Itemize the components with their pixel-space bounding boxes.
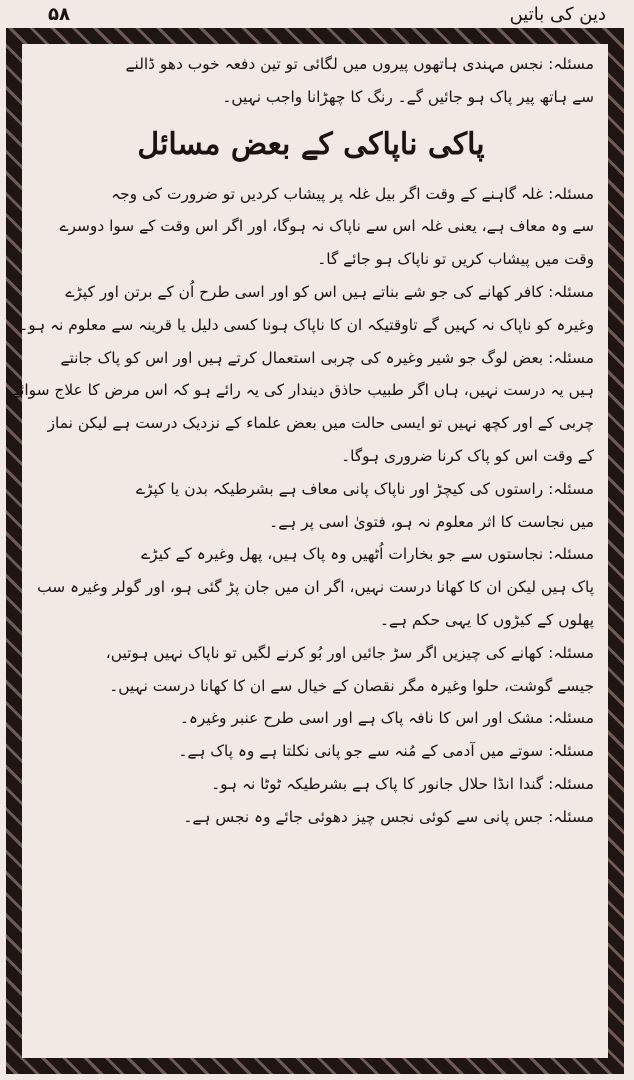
masala-line: ہیں یہ درست نہیں، ہاں اگر طبیب حاذق دیندار کی یہ رائے ہو کہ اس مرض کا علاج سوائے bbox=[11, 381, 594, 400]
running-title: دین کی باتیں bbox=[509, 4, 606, 25]
masala-line: پاک ہیں لیکن ان کا کھانا درست نہیں، اگر ان میں جان پڑ گئی ہو، اور گولر وغیرہ سب bbox=[37, 578, 594, 597]
intro-paragraph bbox=[24, 48, 598, 114]
masala-line: پھلوں کے کیڑوں کا یہی حکم ہے۔ bbox=[379, 610, 594, 629]
masala-line: کے وقت اس کو پاک کرنا ضروری ہوگا۔ bbox=[341, 446, 594, 465]
masala-line: چربی کے اور کچھ نہیں تو ایسی حالت میں بعض علماء کے نزدیک درست ہے لیکن نماز bbox=[47, 414, 594, 433]
page-number: ۵۸ bbox=[48, 4, 70, 25]
page-content bbox=[11, 48, 598, 1048]
masail-list bbox=[11, 178, 598, 834]
masala-line: مسئلہ: کافر کھانے کی جو شے بناتے ہیں اس کو اور اسی طرح اُن کے برتن اور کپڑے bbox=[65, 282, 594, 301]
masala-line: وغیرہ کو ناپاک نہ کہیں گے تاوقتیکہ ان کا ناپاک ہونا کسی دلیل یا قرینہ سے معلوم نہ ہو۔ bbox=[19, 315, 594, 334]
masala-line: میں نجاست کا اثر معلوم نہ ہو، فتویٰ اسی پر ہے۔ bbox=[269, 512, 594, 531]
intro-line: مسئلہ: نجس مہندی ہاتھوں پیروں میں لگائی تو تین دفعہ خوب دھو ڈالنے bbox=[125, 55, 594, 73]
masala-line: سے وہ معاف ہے، یعنی غلہ اس سے ناپاک نہ ہوگا، اور اگر اس وقت کے سوا دوسرے bbox=[59, 217, 594, 236]
intro-line: سے ہاتھ پیر پاک ہو جائیں گے۔ رنگ کا چھڑانا واجب نہیں۔ bbox=[222, 87, 594, 106]
masala-line: جیسے گوشت، حلوا وغیرہ مگر نقصان کے خیال سے ان کا کھانا درست نہیں۔ bbox=[109, 676, 594, 695]
masala-line: مسئلہ: راستوں کی کیچڑ اور ناپاک پانی معاف ہے بشرطیکہ بدن یا کپڑے bbox=[135, 479, 594, 498]
masala-line: مسئلہ: غلہ گاہنے کے وقت اگر بیل غلہ پر پیشاب کردیں تو ضرورت کی وجہ bbox=[111, 184, 594, 203]
masala-line: مسئلہ: مشک اور اس کا نافہ پاک ہے اور اسی طرح عنبر وغیرہ۔ bbox=[179, 709, 594, 728]
masala-line: مسئلہ: جس پانی سے کوئی نجس چیز دھوئی جائے وہ نجس ہے۔ bbox=[183, 807, 594, 826]
masala-line: مسئلہ: بعض لوگ جو شیر وغیرہ کی چربی استعمال کرتے ہیں اور اس کو پاک جانتے bbox=[60, 348, 594, 367]
masala-line: وقت میں پیشاب کریں تو ناپاک ہو جائے گا۔ bbox=[317, 250, 594, 269]
masala-line: مسئلہ: کھانے کی چیزیں اگر سڑ جائیں اور بُو کرنے لگیں تو ناپاک نہیں ہوتیں، bbox=[105, 643, 594, 662]
page-header bbox=[0, 0, 634, 30]
masala-line: مسئلہ: سوتے میں آدمی کے مُنہ سے جو پانی نکلتا ہے وہ پاک ہے۔ bbox=[178, 742, 594, 761]
section-heading: پاکی ناپاکی کے بعض مسائل bbox=[137, 126, 485, 162]
masala-line: مسئلہ: گندا انڈا حلال جانور کا پاک ہے بشرطیکہ ٹوٹا نہ ہو۔ bbox=[211, 774, 594, 793]
masala-line: مسئلہ: نجاستوں سے جو بخارات اُٹھیں وہ پاک ہیں، پھل وغیرہ کے کیڑے bbox=[141, 545, 594, 564]
